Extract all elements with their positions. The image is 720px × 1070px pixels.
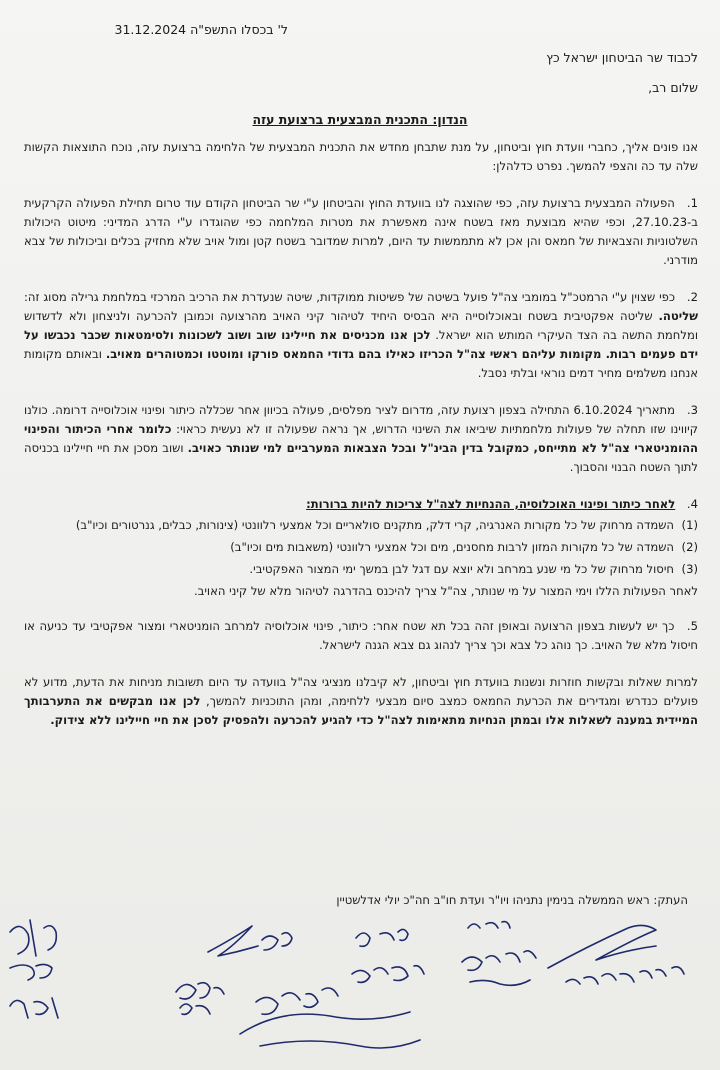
paragraph-heading: לאחר כיתור ופינוי האוכלוסיה, ההנחיות לצה"ל צריכות להיות ברורות:	[306, 497, 676, 511]
paragraph-text: ושוב מסכן את חיי חיילינו בכניסה לתוך השטח הבנוי והסבוך.	[24, 441, 698, 474]
signatures-area	[0, 910, 720, 1070]
paragraph-number: 3.	[686, 403, 699, 417]
list-item	[24, 516, 698, 535]
list-item-text: השמדה מרחוק של כל מקורות האנרגיה, קרי דלק, מתקנים סולאריים וכל אמצעי רלוונטי (צינורות, כבלים, גנרטורים וכיו"ב)	[75, 518, 674, 532]
paragraph-5	[24, 617, 698, 655]
signature-3	[208, 926, 292, 956]
cc-line: העתק: ראש הממשלה בנימין נתניהו ויו"ר ועדת חו"ב חה"כ יולי אדלשטיין	[336, 893, 688, 907]
signature-4	[240, 988, 420, 1048]
signature-1	[10, 920, 58, 1018]
signature-5	[352, 929, 424, 982]
paragraph-bold: לכן אנו מבקשים את התערבותך המיידית במענה לשאלות אלו ובמתן הנחיות מתאימות לצה"ל כדי להגיע להכרעה ולהפסיק לסכן את חיי חיילינו ללא צידוק.	[24, 694, 698, 727]
list-item-text: חיסול מרחוק של כל מי שנע במרחב ולא יוצא עם דגל לבן במשך ימי המצור האפקטיבי.	[249, 562, 674, 576]
paragraph-4-closing: לאחר הפעולות הללו וימי המצור על מי שנותר, צה"ל צריך להיכנס בהדרגה לטיהור מלא של קיני האויב.	[193, 584, 698, 598]
paragraph-text: מתאריך 6.10.2024 התחילה בצפון רצועת עזה, מדרום לציר מפלסים, פעולה בכיוון אחר שכללה כיתור ופינוי אוכלוסייה דרומה. כולנו קיווינו שזו תחלה של פעולות מלחמתיות שיביאו את השינוי הדרוש, אך נראה שפעולה זו לא נעשית כראוי:	[24, 403, 698, 436]
list-item-number: (3)	[681, 562, 698, 576]
letter-date: ל' בכסלו התשפ"ה 31.12.2024	[114, 22, 288, 37]
paragraph-text: כך יש לעשות בצפון הרצועה ובאופן זהה בכל תא שטח אחר: כיתור, פינוי אוכלוסיה למרחב הומניטארי ומצור אפקטיבי עד כניעה או חיסול מלא של האויב. כך נוהג כל צבא וכך צריך לנהוג גם צבא הגנה לישראל.	[24, 619, 698, 652]
paragraph-3	[24, 401, 698, 477]
list-item	[24, 538, 698, 557]
addressee: לכבוד שר הביטחון ישראל כץ	[546, 50, 698, 65]
paragraph-text: ובאותם מקומות אנחנו משלמים מחיר דמים נוראי ובלתי נסבל.	[24, 347, 698, 380]
paragraph-text: שליטה אפקטיבית בשטח ובאוכלוסייה היא הבסיס היחיד לטיהור קיני האויב מהרצועה וכמובן להכרעה ולניצחון ולא לדשדוש ומלחמת התשה בה הצד העיקרי המותש הוא ישראל.	[24, 309, 699, 342]
paragraph-bold: שליטה.	[658, 309, 698, 323]
closing-paragraph	[24, 673, 698, 730]
list-item	[24, 560, 698, 579]
letter-body	[24, 138, 698, 748]
paragraph-4	[24, 495, 698, 601]
paragraph-number: 1.	[686, 196, 698, 210]
subject-line: הנדון: התכנית המבצעית ברצועת עזה	[252, 112, 468, 127]
paragraph-number: 4.	[686, 497, 698, 511]
paragraph-text: כפי שצוין ע"י הרמטכ"ל במומבי צה"ל פועל בשיטה של פשיטות ממוקדות, שיטה שנעדרת את הרכיב המרכזי במלחמת גרילה מסוג זה:	[24, 290, 676, 304]
greeting: שלום רב,	[648, 80, 698, 95]
paragraph-bold: כלומר אחרי הכיתור והפינוי ההומניטארי צה"ל לא מתייחס, כמקובל בדין הבינ"ל ובכל הצבאות המערביים למי שנותר כאויב.	[24, 422, 699, 455]
paragraph-bold: לכן אנו מכניסים את חיילינו שוב ושוב לשכונות ולסימטאות שכבר נכבשו על ידם פעמים רבות. מקומות עליהם ראשי צה"ל הכריזו כאילו בהם גדודי החמאס פורקו ומוטטו וכמטוהרים מאויב.	[24, 328, 699, 361]
list-item-number: (1)	[681, 518, 698, 532]
paragraph-number: 5.	[686, 619, 698, 633]
list-item-text: השמדה של כל מקורות המזון לרבות מחסנים, מים וכל אמצעי רלוונטי (משאבות מים וכיו"ב)	[230, 540, 674, 554]
intro-paragraph: אנו פונים אליך, כחברי וועדת חוץ וביטחון, על מנת שתבחן מחדש את התכנית המבצעית של הלחימה ברצועת עזה, נוכח התוצאות הקשות שלה עד כה והצפי להמשך. נפרט כדלהלן:	[24, 140, 698, 173]
directives-list	[24, 516, 698, 579]
signature-2	[176, 983, 224, 1015]
paragraph-number: 2.	[686, 290, 698, 304]
signature-6	[462, 922, 536, 986]
list-item-number: (2)	[681, 540, 698, 554]
paragraph-text: הפעולה המבצעית ברצועת עזה, כפי שהוצגה לנו בוועדת החוץ והביטחון ע"י שר הביטחון הקודם עוד טרום תחילת הפעולה הקרקעית ב-27.10.23, וכפי שהיא מבוצעת מאז בשטח אינה מאפשרת את מטרות המלחמה כפי שהוגדרו ע"י הדרג המדיני: מיטוט היכולות השלטוניות והצבאיות של חמאס והן אכן לא מתממשות עד היום, למרות שמדובר בשטח קטן ומול אויב שלא מחזיק בכלים וביכולות של צבא מודרני.	[24, 196, 698, 267]
signature-7	[548, 925, 684, 984]
paragraph-text: למרות שאלות ובקשות חוזרות ונשנות בוועדת חוץ וביטחון, לא קיבלנו מנציגי צה"ל בוועדה עד היום תשובות מניחות את הדעת, מדוע לא פועלים כנדרש ומגדירים את הכרעת החמאס כמצב סיום מבצעי ללחימה, ומהן התוכניות להמשך,	[24, 675, 698, 708]
paragraph-2	[24, 288, 698, 383]
paragraph-1	[24, 194, 698, 270]
